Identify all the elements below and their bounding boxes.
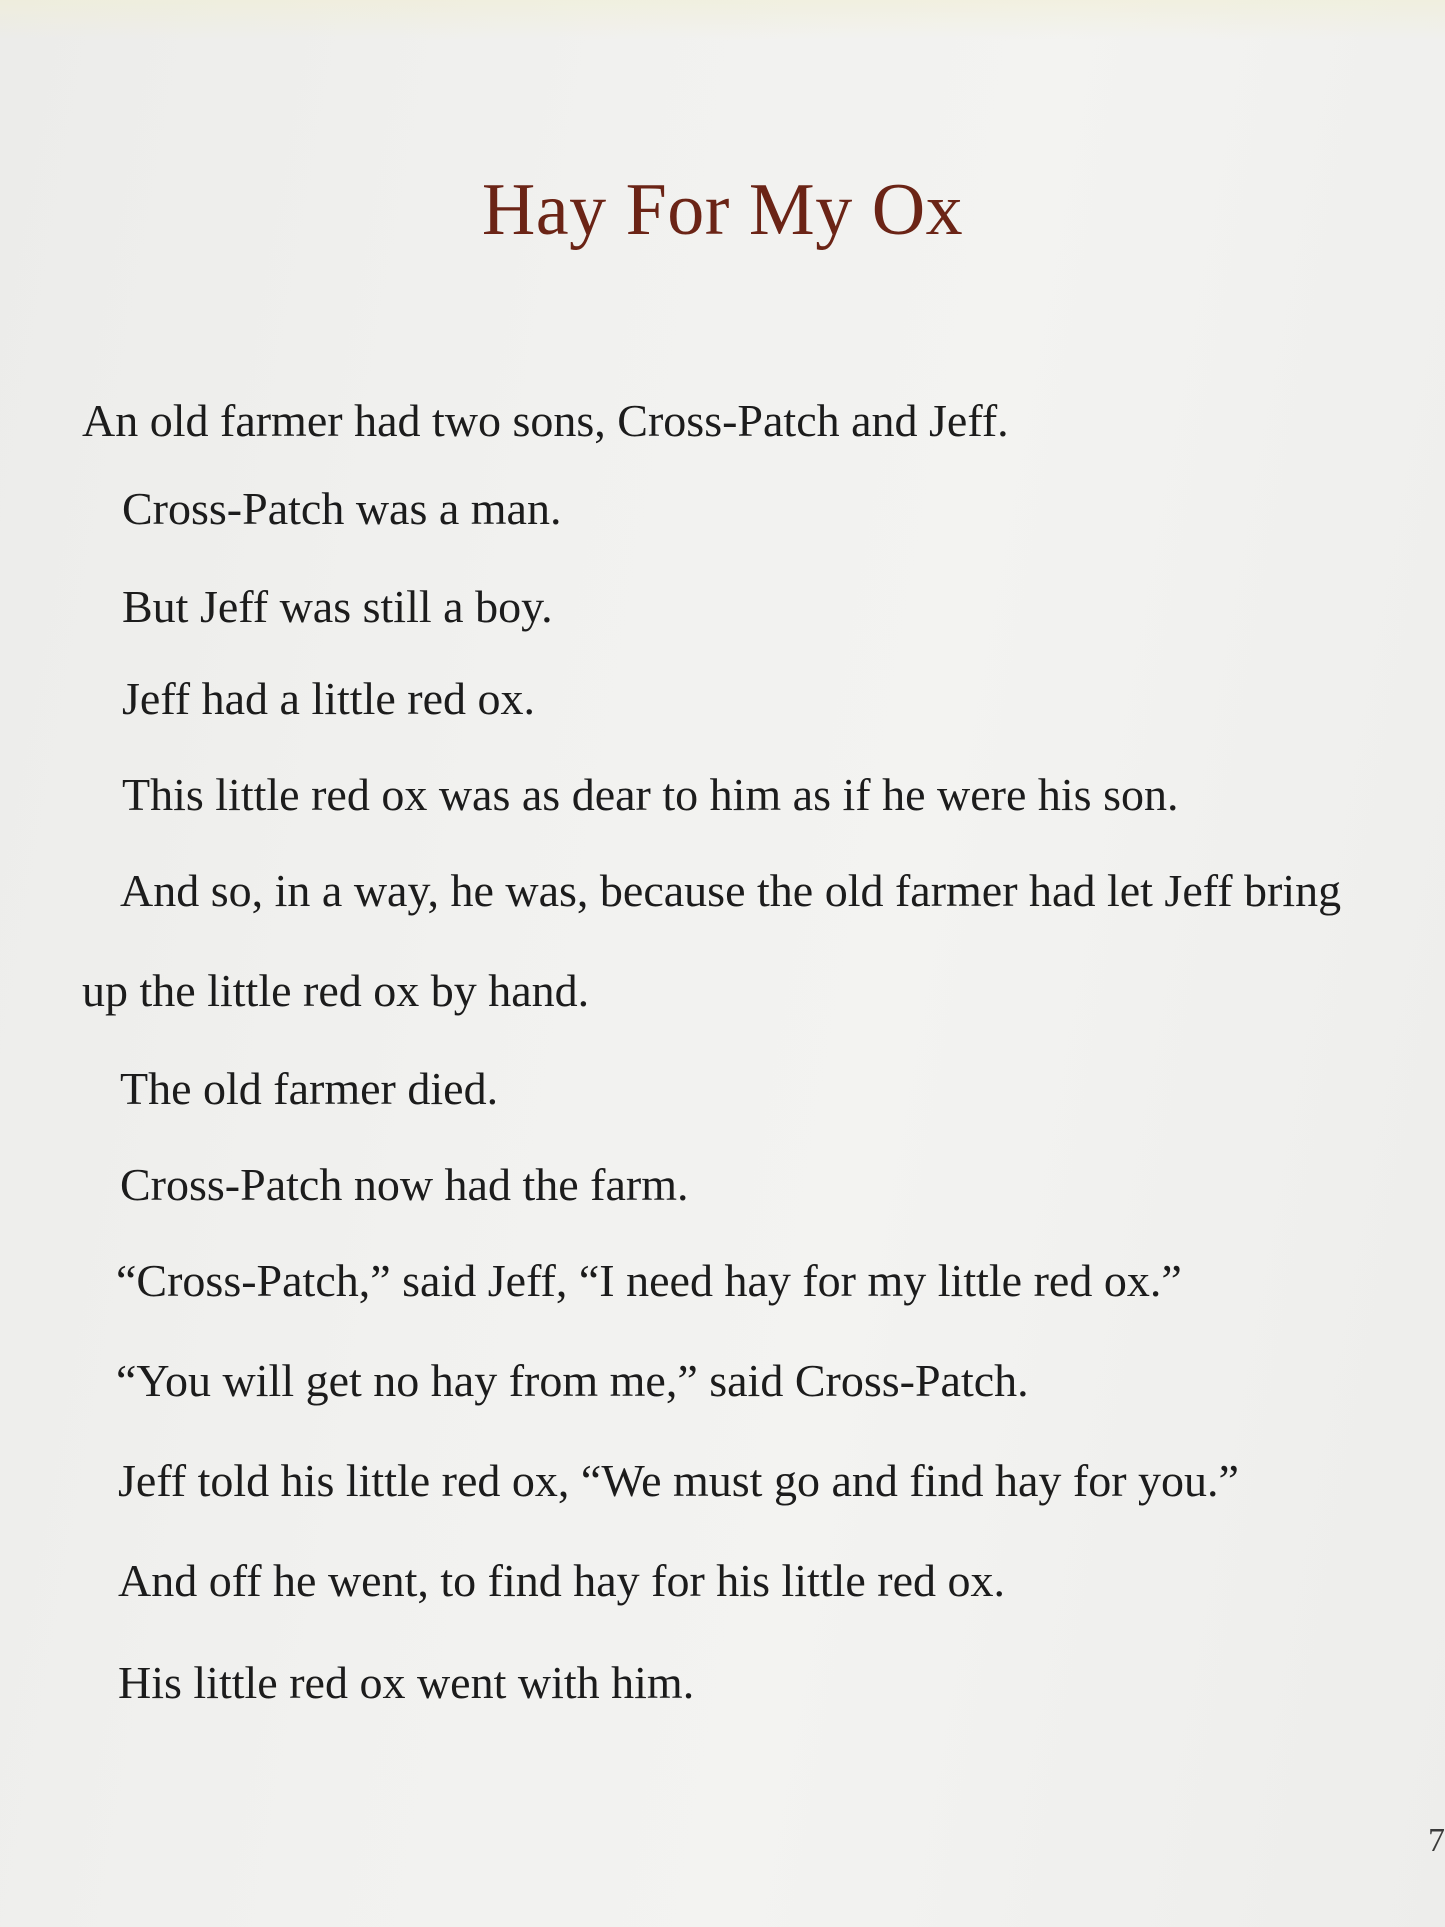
paragraph-line: His little red ox went with him.: [118, 1657, 695, 1708]
paragraph-line: And so, in a way, he was, because the old farmer had let Jeff bring: [120, 865, 1342, 916]
paragraph-line: The old farmer died.: [120, 1063, 499, 1114]
paragraph-line: “You will get no hay from me,” said Cross-Patch.: [116, 1355, 1029, 1406]
page-number: 7: [1428, 1822, 1445, 1859]
paragraph-line: Cross-Patch was a man.: [122, 483, 562, 534]
paragraph-line: Jeff had a little red ox.: [122, 673, 536, 724]
paragraph-line: “Cross-Patch,” said Jeff, “I need hay for my little red ox.”: [116, 1255, 1182, 1306]
paragraph-line: An old farmer had two sons, Cross-Patch and Jeff.: [82, 395, 1009, 446]
story-title: Hay For My Ox: [481, 169, 964, 251]
paragraph-line: Cross-Patch now had the farm.: [120, 1159, 689, 1210]
paragraph-line: This little red ox was as dear to him as if he were his son.: [122, 769, 1179, 820]
paragraph-line: up the little red ox by hand.: [82, 965, 590, 1016]
paragraph-line: And off he went, to find hay for his little red ox.: [118, 1555, 1006, 1606]
paragraph-line: Jeff told his little red ox, “We must go and find hay for you.”: [118, 1455, 1239, 1506]
paragraph-line: But Jeff was still a boy.: [122, 581, 553, 632]
